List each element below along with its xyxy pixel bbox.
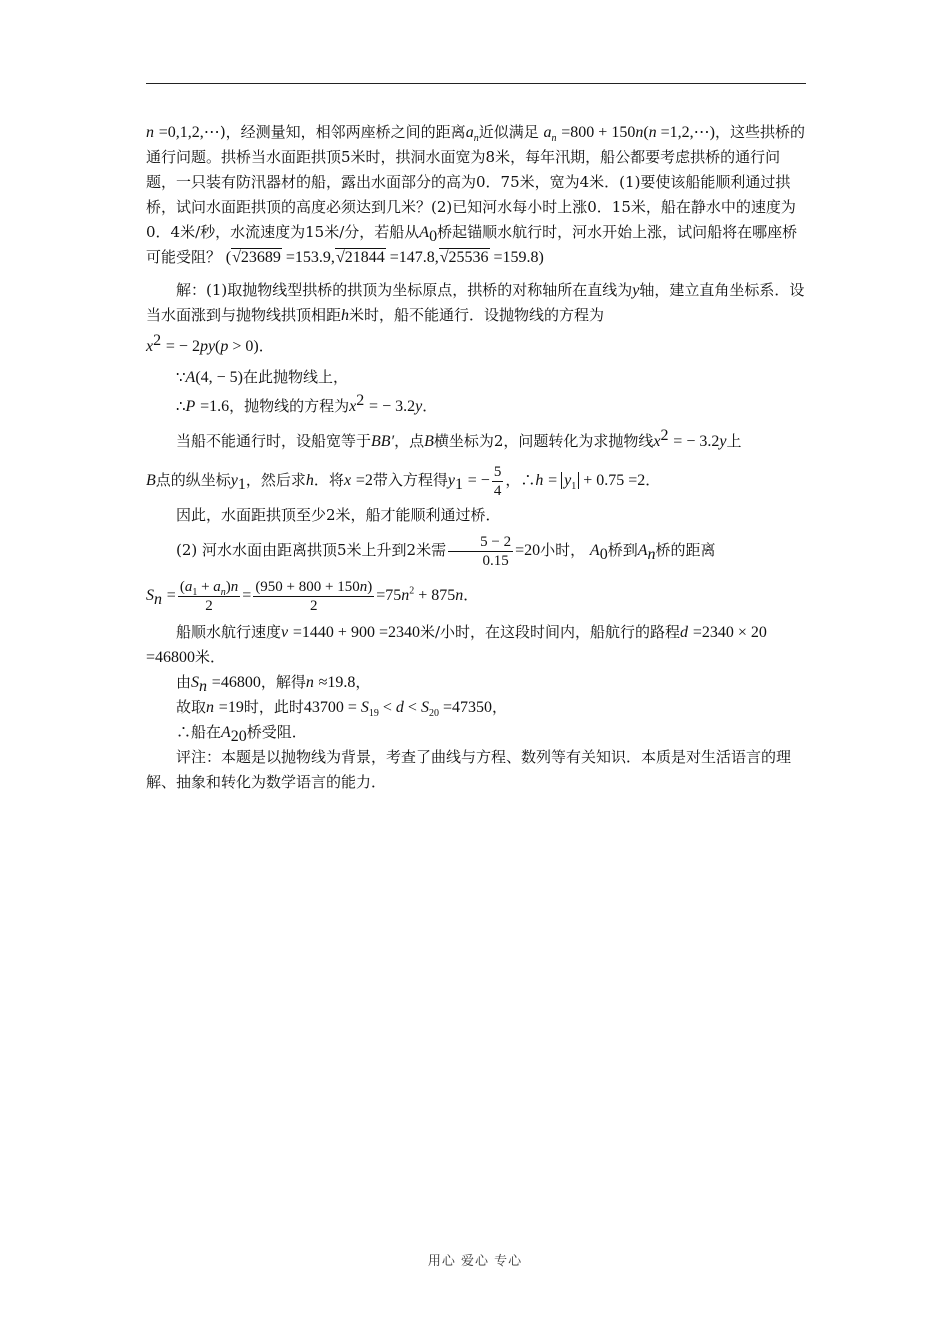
fraction-sum-specific: $\frac{(950 + 800 + 150n)}{2}$ — [255, 578, 373, 614]
final-answer: ∴船在$A_{20}$桥受阻． — [176, 723, 307, 745]
solve-n: 由$S_n =46800$，解得n ≈19.8， — [176, 673, 371, 695]
conclusion-part1: 因此，水面距拱顶至少2米，船才能顺利通过桥． — [176, 506, 501, 524]
solution-part1: 解：(1)取抛物线型拱桥的拱顶为坐标原点，拱桥的对称轴所在直线为y轴，建立直角坐标系．设当水面涨到与抛物线拱顶相距h米时，船不能通行．设抛物线的方程为 — [146, 281, 805, 324]
y1-computation: B点的纵坐标$y_1$，然后求h．将x =2带入方程得$y_1$ = − $\frac{5}{4}$ ，∴h = $y_1 + 0.75 =2$． — [146, 463, 661, 499]
boat-width-paragraph: 当船不能通行时，设船宽等于BB′，点B横坐标为2，问题转化为求抛物线$x^2$ = − 3.2y上 — [176, 427, 742, 450]
fraction-5-4: $\frac{5}{4}$ — [493, 463, 502, 499]
parabola-result: ∴P =1.6，抛物线的方程为$x^2$ = − 3.2y． — [176, 392, 438, 415]
document-body — [146, 120, 806, 795]
rise-time: (2) 河水水面由距离拱顶5米上升到2米需 $\frac{5 - 2}{0.15}$ =20小时， $A_0$桥到$A_n$桥的距离 — [176, 533, 716, 569]
comment-paragraph: 评注：本题是以抛物线为背景，考查了曲线与方程、数列等有关知识．本质是对生活语言的理解、抽象和转化为数学语言的能力． — [146, 748, 792, 791]
point-on-parabola: ∵A(4, − 5)在此抛物线上， — [176, 368, 349, 386]
choose-n: 故取n =19时，此时$43700 = S_{19} < d < S_{20} =47350$， — [176, 698, 507, 720]
header-rule — [146, 83, 806, 84]
sqrt-hint: (√23689 =153.9,√21844 =147.8,√25536 =159.8) — [225, 249, 544, 266]
page-footer: 用心 爱心 专心 — [427, 1254, 523, 1269]
parabola-equation: $x^2$ = − 2py(p > 0)． — [146, 332, 274, 355]
problem-paragraph: n =0,1,2,⋯)，经测量知，相邻两座桥之间的距离$a_n$近似满足 $a_n =800 + 150n(n$ =1,2,⋯)，这些拱桥的通行问题。拱桥当水面距拱顶5米时，拱洞水面宽为8米，每年汛期，船公都要考虑拱桥的通行问题，一只装有防汛器材的船，露出水面部分的高为0．75米，宽为4米．(1)要使该船能顺利通过拱桥，试问水面距拱顶的高度必须达到几米？(2)已知河水每小时上涨0．15米，船在静水中的速度为0．4米/秒，水流速度为15米/分，若船从$A_0$桥起锚顺水航行时，河水开始上涨，试问船将在哪座桥可能受阻？ (√23689 =153.9,√21844 =147.8,√25536 =159.8) — [146, 123, 806, 266]
fraction-sum-general: $\frac{(a_1 + a_n)n}{2}$ — [179, 578, 239, 614]
speed-distance: 船顺水航行速度v =1440 + 900 =2340米/小时，在这段时间内，船航行的路程d =2340 × 20 =46800米． — [146, 623, 767, 666]
fraction-rise: $\frac{5 - 2}{0.15}$ — [448, 533, 513, 570]
sum-formula: $S_n$ = $\frac{(a_1 + a_n)n}{2}$ = $\frac{(950 + 800 + 150n)}{2}$ $=75n^2 + 875n$． — [146, 578, 479, 614]
